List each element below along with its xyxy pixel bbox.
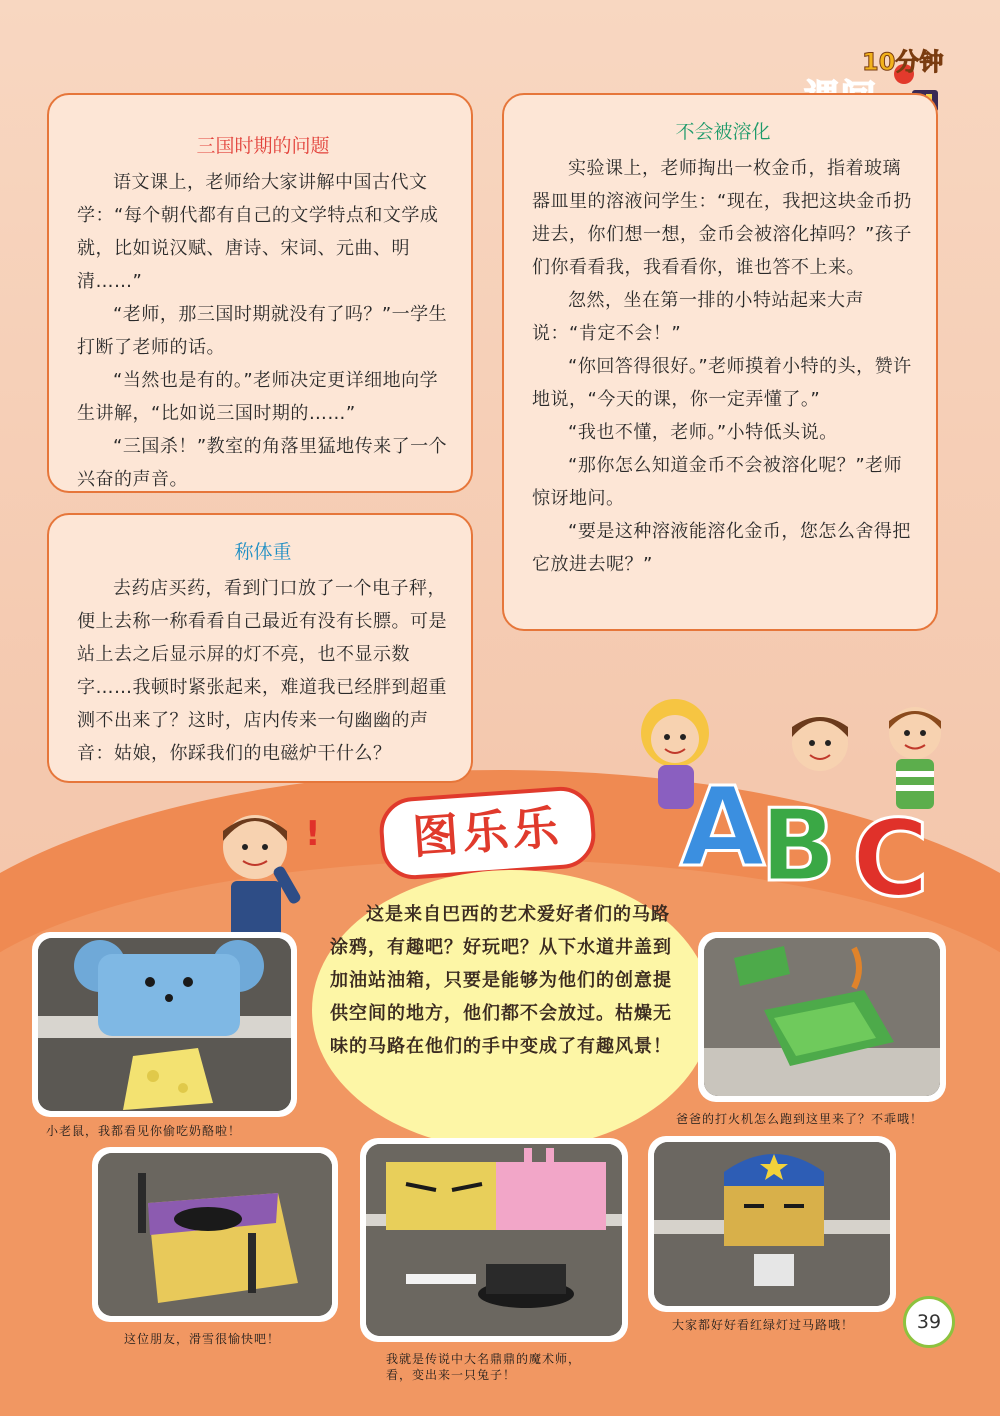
- photo-mouse-graffiti: [32, 932, 297, 1117]
- story-paragraph: 实验课上，老师掏出一枚金币，指着玻璃器皿里的溶液问学生：“现在，我把这块金币扔进去，你们想一想，金币会被溶化掉吗？”孩子们你看看我，我看看你，谁也答不上来。: [532, 158, 912, 278]
- story-paragraph: 忽然，坐在第一排的小特站起来大声说：“肯定不会！”: [532, 290, 864, 344]
- story-paragraph: “三国杀！”教室的角落里猛地传来了一个兴奋的声音。: [77, 436, 448, 490]
- story-paragraph: “我也不懂，老师。”小特低头说。: [568, 422, 838, 443]
- photo-skier-graffiti: [92, 1147, 338, 1322]
- caption-mouse: 小老鼠，我都看见你偷吃奶酪啦！: [46, 1124, 242, 1138]
- letter-a: A: [680, 763, 766, 891]
- letter-b: B: [760, 787, 837, 904]
- story-title: 称体重: [234, 541, 292, 563]
- story-title: 不会被溶化: [675, 121, 771, 143]
- svg-text:!: !: [305, 814, 321, 854]
- lighter-graffiti-image: [704, 938, 940, 1096]
- story-paragraph: 语文课上，老师给大家讲解中国古代文学：“每个朝代都有自己的文学特点和文学成就，比如说汉赋、唐诗、宋词、元曲、明清……”: [77, 172, 439, 292]
- story-paragraph: “要是这种溶液能溶化金币，您怎么舍得把它放进去呢？”: [532, 521, 911, 575]
- section-title-badge: [377, 785, 597, 882]
- caption-skier: 这位朋友，滑雪很愉快吧！: [124, 1332, 281, 1346]
- photo-lighter-graffiti: [698, 932, 946, 1102]
- section-title: 图乐乐: [410, 799, 565, 865]
- story-title: 三国时期的问题: [196, 135, 330, 157]
- photo-magician-graffiti: [360, 1138, 628, 1342]
- story-paragraph: 去药店买药，看到门口放了一个电子秤，便上去称一称看看自己最近有没有长膘。可是站上去之后显示屏的灯不亮，也不显示数字……我顿时紧张起来，难道我已经胖到超重测不出来了？这时，店内传来一句幽幽的声音：姑娘，你踩我们的电磁炉干什么？: [77, 578, 447, 764]
- mouse-graffiti-image: [38, 938, 291, 1111]
- skier-graffiti-image: [98, 1153, 332, 1316]
- logo-top-text: 10分钟: [862, 48, 944, 76]
- story-paragraph: “你回答得很好。”老师摸着小特的头，赞许地说，“今天的课，你一定弄懂了。”: [532, 356, 912, 410]
- photo-police-graffiti: [648, 1136, 896, 1312]
- caption-lighter: 爸爸的打火机怎么跑到这里来了？不乖哦！: [676, 1112, 924, 1126]
- police-graffiti-image: [654, 1142, 890, 1306]
- caption-magician-line2: 看，变出来一只兔子！: [386, 1368, 517, 1382]
- story-box-weighing: [47, 513, 473, 783]
- story-box-gold-coin: [502, 93, 938, 631]
- story-box-three-kingdoms: [47, 93, 473, 493]
- kids-abc-illustration: [620, 685, 960, 905]
- story-paragraph: “老师，那三国时期就没有了吗？”一学生打断了老师的话。: [77, 304, 448, 358]
- caption-magician-line1: 我就是传说中大名鼎鼎的魔术师，: [386, 1352, 582, 1366]
- story-paragraph: “那你怎么知道金币不会被溶化呢？”老师惊讶地问。: [532, 455, 903, 509]
- letter-c: C: [852, 798, 930, 905]
- section-intro-text: 这是来自巴西的艺术爱好者们的马路涂鸦，有趣吧？好玩吧？从下水道井盖到加油站油箱，只要是能够为他们的创意提供空间的地方，他们都不会放过。枯燥无味的马路在他们的手中变成了有趣风景！: [330, 904, 672, 1057]
- caption-police: 大家都好好看红绿灯过马路哦！: [672, 1318, 855, 1332]
- magician-graffiti-image: [366, 1144, 622, 1336]
- page-number: 39: [903, 1296, 955, 1348]
- story-paragraph: “当然也是有的。”老师决定更详细地向学生讲解，“比如说三国时期的……”: [77, 370, 439, 424]
